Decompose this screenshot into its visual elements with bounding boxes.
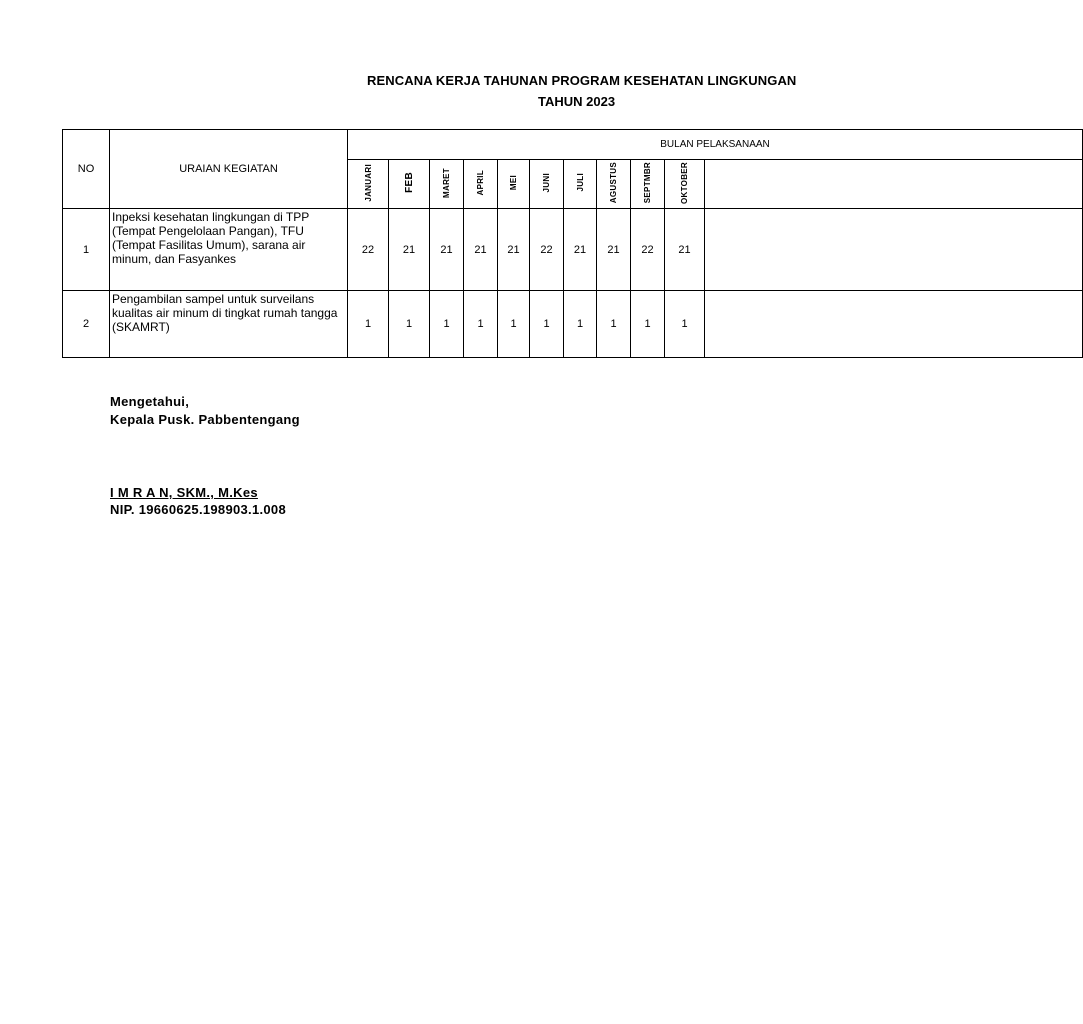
work-plan-table — [62, 129, 1083, 358]
header-uraian-kegiatan: URAIAN KEGIATAN — [110, 130, 348, 209]
activity-description: Pengambilan sampel untuk surveilans kualitas air minum di tingkat rumah tangga (SKAMRT) — [110, 291, 348, 358]
month-value: 1 — [597, 291, 631, 358]
month-value: 21 — [597, 209, 631, 291]
activity-description: Inpeksi kesehatan lingkungan di TPP (Tempat Pengelolaan Pangan), TFU (Tempat Fasilitas Umum), sarana air minum, dan Fasyankes — [110, 209, 348, 291]
month-header-oktober: OKTOBER — [665, 160, 705, 209]
signature-acknowledged: Mengetahui, — [110, 394, 190, 409]
table-row — [63, 209, 1083, 291]
month-header-september: SEPTMBR — [631, 160, 665, 209]
month-value: 1 — [665, 291, 705, 358]
month-value: 22 — [631, 209, 665, 291]
month-header-april: APRIL — [464, 160, 498, 209]
header-bulan-pelaksanaan — [348, 130, 1083, 160]
month-value: 1 — [631, 291, 665, 358]
month-value: 1 — [564, 291, 597, 358]
month-header-agustus: AGUSTUS — [597, 160, 631, 209]
month-value: 22 — [530, 209, 564, 291]
row-number: 2 — [63, 291, 110, 358]
month-header-maret: MARET — [430, 160, 464, 209]
row-number: 1 — [63, 209, 110, 291]
month-value: 21 — [430, 209, 464, 291]
signature-name: I M R A N, SKM., M.Kes — [110, 485, 258, 500]
month-value: 21 — [665, 209, 705, 291]
document-subtitle: TAHUN 2023 — [538, 94, 616, 109]
work-plan-table-container — [62, 129, 770, 359]
month-value: 21 — [498, 209, 530, 291]
month-header-januari: JANUARI — [348, 160, 389, 209]
month-header-juni: JUNI — [530, 160, 564, 209]
month-value: 22 — [348, 209, 389, 291]
month-value: 21 — [564, 209, 597, 291]
table-row — [63, 291, 1083, 358]
document-title: RENCANA KERJA TAHUNAN PROGRAM KESEHATAN LINGKUNGAN — [367, 73, 797, 88]
signature-position: Kepala Pusk. Pabbentengang — [110, 412, 300, 427]
month-value: 1 — [498, 291, 530, 358]
month-value: 1 — [389, 291, 430, 358]
month-value-overflow — [705, 209, 1083, 291]
month-header-overflow — [705, 160, 1083, 209]
month-header-juli: JULI — [564, 160, 597, 209]
month-value-overflow — [705, 291, 1083, 358]
month-value: 1 — [464, 291, 498, 358]
month-value: 1 — [348, 291, 389, 358]
month-header-mei: MEI — [498, 160, 530, 209]
month-value: 21 — [464, 209, 498, 291]
month-value: 1 — [530, 291, 564, 358]
signature-nip: NIP. 19660625.198903.1.008 — [110, 502, 286, 517]
month-value: 21 — [389, 209, 430, 291]
header-bulan-label: BULAN PELAKSANAAN — [660, 139, 770, 150]
month-value: 1 — [430, 291, 464, 358]
month-header-feb: FEB — [389, 160, 430, 209]
header-no: NO — [63, 130, 110, 209]
